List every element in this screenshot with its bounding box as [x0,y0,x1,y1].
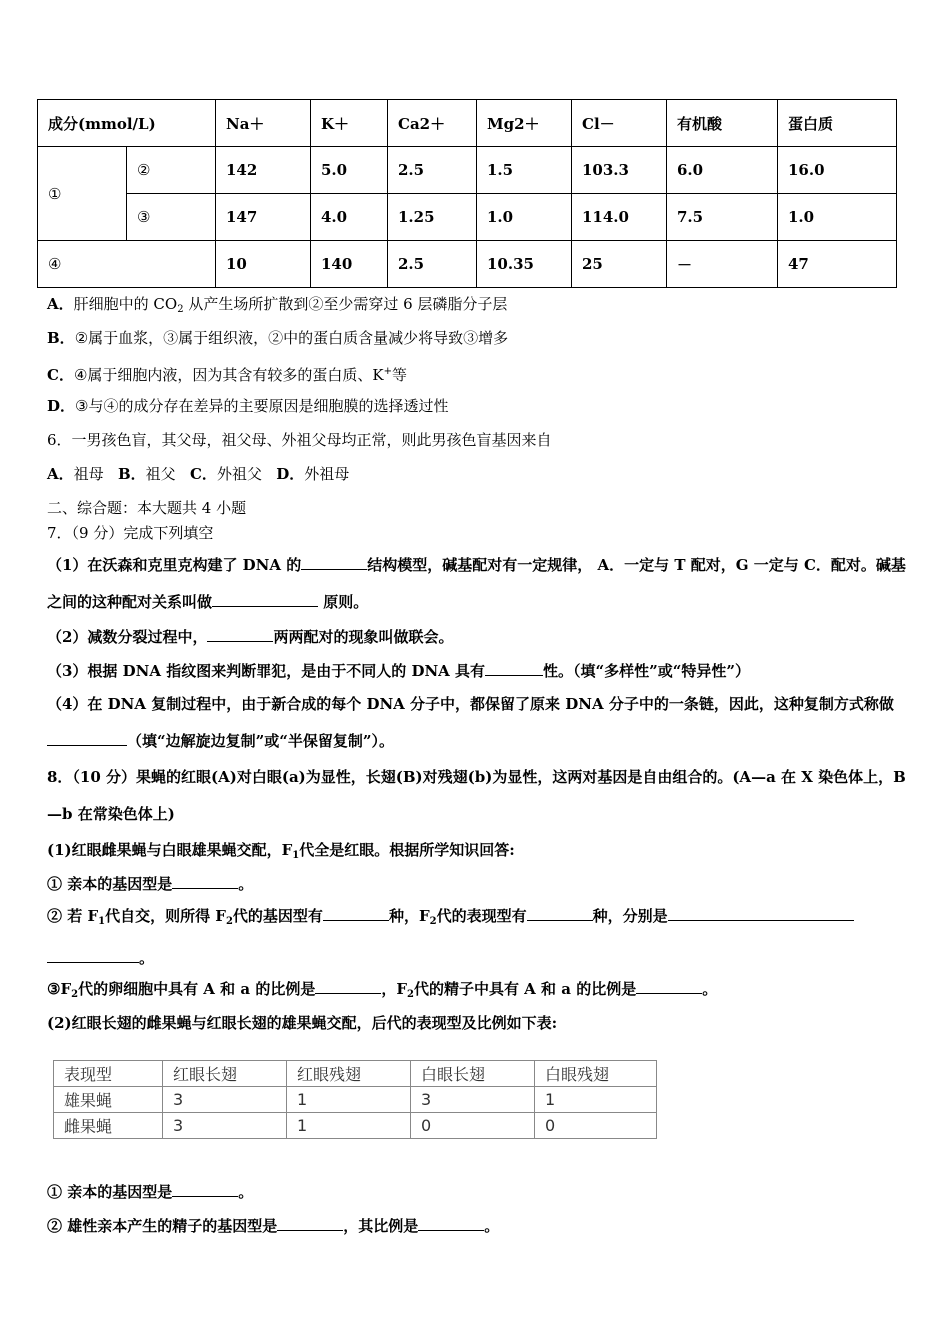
q7-part4 [47,686,910,760]
table-cell: 7.5 [667,194,778,241]
option-text: 祖父 [145,465,176,483]
q7-stem: 7．（9 分）完成下列填空 [47,524,214,542]
row-label: ④ [38,241,216,288]
subscript: 1 [292,850,300,861]
option-text: ③与④的成分存在差异的主要原因是细胞膜的选择透过性 [75,397,449,415]
subscript: 2 [406,989,414,1000]
subscript: 1 [98,916,106,927]
table-cell: 25 [572,241,667,288]
table-header-cell: K＋ [311,100,388,147]
answer-blank[interactable] [212,592,318,607]
table-row [54,1113,657,1139]
table-cell: 0 [535,1113,657,1139]
answer-blank[interactable] [418,1216,484,1231]
question-text: 。 [238,875,254,893]
q8-sub1-q3 [47,979,910,1005]
answer-blank[interactable] [315,979,381,994]
q5-option-d [47,396,910,416]
table-header-cell: 白眼残翅 [535,1061,657,1087]
answer-blank[interactable] [277,1216,343,1231]
table-cell: 4.0 [311,194,388,241]
option-text: 等 [392,366,408,384]
row-label: 雌果蝇 [54,1113,163,1139]
table-cell: 10 [216,241,311,288]
question-text: 代自交，则所得 F [105,907,226,925]
subscript: 2 [71,989,79,1000]
table-header-cell: 有机酸 [667,100,778,147]
table-cell: 140 [311,241,388,288]
table-header-cell: 表现型 [54,1061,163,1087]
table-cell: 1 [287,1113,411,1139]
table-cell: 3 [163,1087,287,1113]
option-key: C． [47,366,74,384]
row-label: ③ [127,194,216,241]
q7-part2 [47,627,910,647]
subscript: 2 [177,304,184,315]
table-cell: 6.0 [667,147,778,194]
answer-blank[interactable] [527,906,593,921]
table-cell: 1.5 [477,147,572,194]
q5-option-a [47,294,910,320]
table-cell: 47 [778,241,897,288]
answer-blank[interactable] [485,661,543,676]
table-row [54,1087,657,1113]
question-text: ③F [47,980,72,998]
table-header-cell: 红眼残翅 [287,1061,411,1087]
q8-sub1 [47,840,910,866]
question-text: 性。（填“多样性”或“特异性”） [543,662,751,680]
question-text: 代的精子中具有 A 和 a 的比例是 [413,980,637,998]
table-cell: 3 [411,1087,535,1113]
table-cell: 5.0 [311,147,388,194]
question-text: 代全是红眼。根据所学知识回答: [299,841,515,859]
question-text: ① 亲本的基因型是 [47,1183,173,1201]
question-text: 结构模型，碱基配对有一定规律， A．一定与 T 配对，G 一定与 C．配对。碱基之间的这种配对关系叫做 [47,556,906,611]
table-header-row [38,100,897,147]
table-cell: 1.0 [778,194,897,241]
table-cell: 1 [287,1087,411,1113]
row-group-label: ① [38,147,127,241]
q6-stem: 6．一男孩色盲，其父母，祖父母、外祖父母均正常，则此男孩色盲基因来自 [47,431,552,449]
q6-options [47,464,910,484]
table-header-cell: Na＋ [216,100,311,147]
table-header-cell: Ca2＋ [388,100,477,147]
answer-blank[interactable] [323,906,389,921]
ion-composition-table [37,99,897,288]
table-row [38,241,897,288]
question-text: ，F [381,980,407,998]
option-text: 外祖父 [216,465,262,483]
answer-blank[interactable] [668,906,854,921]
phenotype-ratio-table [53,1060,657,1139]
q8-sub2-q1 [47,1182,910,1202]
question-text: ，其比例是 [343,1217,419,1235]
question-text: （3）根据 DNA 指纹图来判断罪犯，是由于不同人的 DNA 具有 [47,662,486,680]
question-text: （4）在 DNA 复制过程中，由于新合成的每个 DNA 分子中，都保留了原来 DNA 分子中的一条链，因此，这种复制方式称做 [47,695,894,713]
option-text: 肝细胞中的 CO [73,295,178,313]
question-text: ② 若 F [47,907,99,925]
answer-blank[interactable] [636,979,702,994]
row-label: ② [127,147,216,194]
q5-option-b [47,328,910,348]
question-text: 。 [702,980,718,998]
q8-sub2: (2)红眼长翅的雌果蝇与红眼长翅的雄果蝇交配，后代的表现型及比例如下表: [47,1014,558,1032]
table-cell: 10.35 [477,241,572,288]
option-key: B． [47,329,75,347]
question-text: 原则。 [318,593,369,611]
table-header-cell: Mg2＋ [477,100,572,147]
subscript: 2 [429,916,437,927]
table-cell: 2.5 [388,147,477,194]
question-text: （填“边解旋边复制”或“半保留复制”）。 [127,732,395,750]
answer-blank[interactable] [47,948,139,963]
question-text: 种，分别是 [592,907,668,925]
option-text: 外祖母 [304,465,350,483]
option-text: 祖母 [73,465,104,483]
table-row [38,194,897,241]
question-text: 。 [238,1183,254,1201]
q7-part3 [47,661,910,681]
question-text: ① 亲本的基因型是 [47,875,173,893]
option-key: A． [47,295,74,313]
question-text: 。 [484,1217,500,1235]
table-cell: 3 [163,1113,287,1139]
option-text: ④属于细胞内液，因为其含有较多的蛋白质、K [73,366,384,384]
row-label: 雄果蝇 [54,1087,163,1113]
option-key: C． [189,465,217,483]
question-text: 种，F [388,907,430,925]
question-text: (1)红眼雌果蝇与白眼雄果蝇交配，F [47,841,293,859]
table-header-cell: 红眼长翅 [163,1061,287,1087]
table-cell: 0 [411,1113,535,1139]
q8-sub1-q2 [47,898,910,977]
subscript: 2 [225,916,233,927]
q8-sub1-q1 [47,874,910,894]
table-cell: 147 [216,194,311,241]
table-cell: 1 [535,1087,657,1113]
option-key: D． [47,397,76,415]
answer-blank[interactable] [172,1182,238,1197]
question-text: ② 雄性亲本产生的精子的基因型是 [47,1217,278,1235]
question-text: 代的基因型有 [232,907,323,925]
table-cell: 142 [216,147,311,194]
table-cell: 1.0 [477,194,572,241]
table-cell: 16.0 [778,147,897,194]
table-row [38,147,897,194]
question-text: 代的表现型有 [436,907,527,925]
section-heading: 二、综合题：本大题共 4 小题 [47,499,247,517]
question-text: 。 [139,949,155,967]
table-cell: 114.0 [572,194,667,241]
option-text: ②属于血浆，③属于组织液，②中的蛋白质含量减少将导致③增多 [74,329,509,347]
table-header-cell: 白眼长翅 [411,1061,535,1087]
q5-option-c [47,362,910,385]
answer-blank[interactable] [47,731,127,746]
q7-part1 [47,547,910,621]
table-cell: 1.25 [388,194,477,241]
question-text: （2）减数分裂过程中， [47,628,208,646]
option-key: B． [117,465,146,483]
q8-stem: 8．（10 分）果蝇的红眼(A)对白眼(a)为显性，长翅(B)对残翅(b)为显性，这两对基因是自由组合的。(A—a 在 X 染色体上，B—b 在常染色体上) [47,768,906,823]
table-header-cell: 成分(mmol/L) [38,100,216,147]
answer-blank[interactable] [172,874,238,889]
table-cell: 103.3 [572,147,667,194]
answer-blank[interactable] [207,627,273,642]
table-cell: 2.5 [388,241,477,288]
q8-sub2-q2 [47,1216,910,1236]
table-header-cell: Cl－ [572,100,667,147]
table-cell: － [667,241,778,288]
question-text: （1）在沃森和克里克构建了 DNA 的 [47,556,302,574]
table-header-row [54,1061,657,1087]
question-text: 两两配对的现象叫做联会。 [273,628,454,646]
superscript: + [383,366,392,377]
answer-blank[interactable] [301,555,367,570]
option-key: D． [276,465,305,483]
option-key: A． [47,465,74,483]
question-text: 代的卵细胞中具有 A 和 a 的比例是 [78,980,316,998]
option-text: 从产生场所扩散到②至少需穿过 6 层磷脂分子层 [183,295,508,313]
table-header-cell: 蛋白质 [778,100,897,147]
